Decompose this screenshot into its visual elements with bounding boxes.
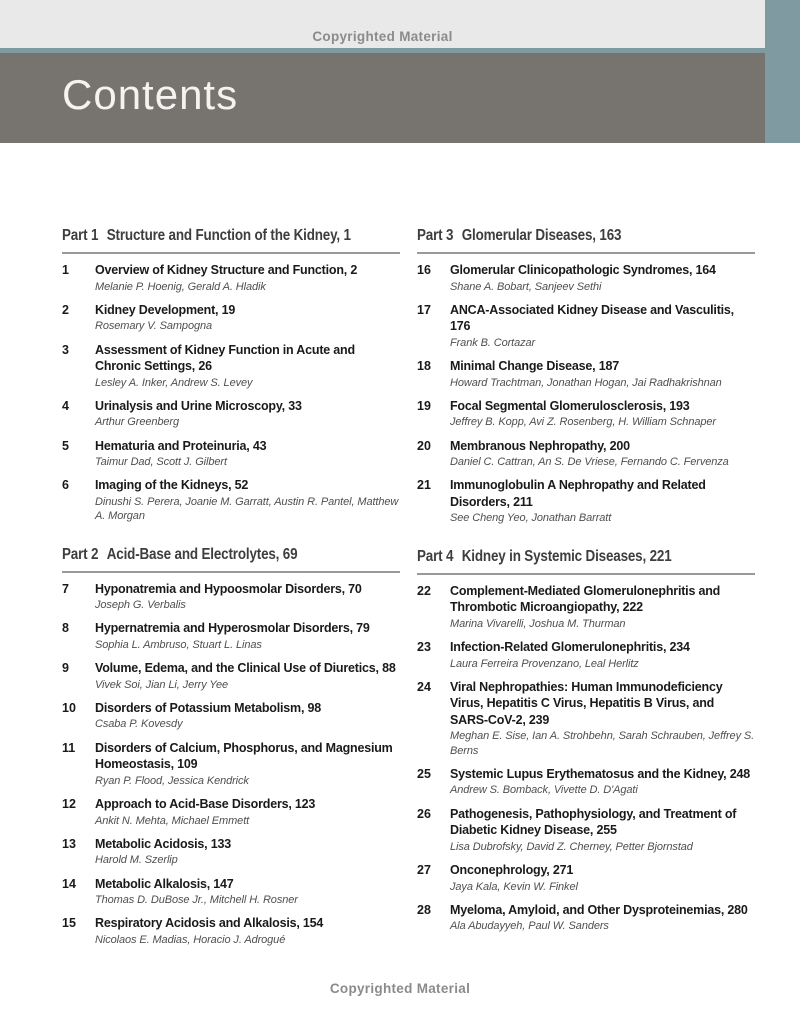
chapter-authors: Daniel C. Cattran, An S. De Vriese, Fernando C. Fervenza bbox=[450, 456, 729, 469]
part-title: Glomerular Diseases, 163 bbox=[461, 227, 622, 244]
chapter-number: 25 bbox=[417, 766, 431, 781]
chapter-title: Systemic Lupus Erythematosus and the Kidney, 248 bbox=[450, 766, 750, 781]
chapter-title: Focal Segmental Glomerulosclerosis, 193 bbox=[450, 398, 690, 413]
chapter-title: Respiratory Acidosis and Alkalosis, 154 bbox=[95, 916, 324, 931]
chapter-title: Assessment of Kidney Function in Acute and Chronic Settings, 26 bbox=[95, 342, 355, 374]
toc-entry bbox=[62, 915, 400, 947]
chapter-authors: Nicolaos E. Madias, Horacio J. Adrogué bbox=[95, 933, 286, 946]
toc-entry bbox=[62, 660, 400, 692]
chapter-authors: Howard Trachtman, Jonathan Hogan, Jai Radhakrishnan bbox=[450, 376, 722, 389]
chapter-number: 11 bbox=[62, 740, 76, 755]
chapter-authors: Harold M. Szerlip bbox=[95, 854, 178, 867]
chapter-title: ANCA-Associated Kidney Disease and Vasculitis, 176 bbox=[450, 302, 734, 334]
chapter-authors: Sophia L. Ambruso, Stuart L. Linas bbox=[95, 638, 262, 651]
chapter-authors: Andrew S. Bomback, Vivette D. D'Agati bbox=[450, 784, 638, 797]
chapter-number: 2 bbox=[62, 302, 69, 317]
toc-entry bbox=[417, 438, 755, 470]
chapter-list bbox=[62, 262, 400, 524]
toc-part bbox=[417, 219, 755, 526]
toc-entry bbox=[62, 836, 400, 868]
toc-entry bbox=[62, 581, 400, 613]
chapter-title: Glomerular Clinicopathologic Syndromes, 164 bbox=[450, 263, 716, 277]
chapter-authors: Ala Abudayyeh, Paul W. Sanders bbox=[450, 920, 609, 933]
toc-entry bbox=[62, 262, 400, 294]
chapter-list bbox=[62, 581, 400, 948]
chapter-number: 21 bbox=[417, 478, 431, 493]
toc-entry bbox=[62, 438, 400, 470]
chapter-authors: Dinushi S. Perera, Joanie M. Garratt, Austin R. Pantel, Matthew A. Morgan bbox=[95, 495, 399, 523]
toc-entry bbox=[62, 398, 400, 430]
toc-entry bbox=[417, 806, 755, 854]
chapter-authors: Shane A. Bobart, Sanjeev Sethi bbox=[450, 280, 602, 293]
chapter-authors: Arthur Greenberg bbox=[95, 416, 179, 429]
chapter-authors: Marina Vivarelli, Joshua M. Thurman bbox=[450, 617, 626, 630]
chapter-number: 16 bbox=[417, 263, 431, 277]
chapter-authors: Thomas D. DuBose Jr., Mitchell H. Rosner bbox=[95, 894, 298, 907]
chapter-authors: Ryan P. Flood, Jessica Kendrick bbox=[95, 774, 249, 787]
part-heading bbox=[417, 540, 755, 575]
copyright-notice-top: Copyrighted Material bbox=[312, 29, 453, 44]
chapter-number: 4 bbox=[62, 398, 69, 413]
chapter-authors: Vivek Soi, Jian Li, Jerry Yee bbox=[95, 678, 229, 691]
toc-entry bbox=[62, 342, 400, 390]
chapter-number: 12 bbox=[62, 797, 76, 812]
chapter-title: Hematuria and Proteinuria, 43 bbox=[95, 438, 267, 453]
part-title: Acid-Base and Electrolytes, 69 bbox=[106, 545, 298, 563]
chapter-title: Myeloma, Amyloid, and Other Dysproteinemias, 280 bbox=[450, 902, 748, 917]
chapter-title: Hyponatremia and Hypoosmolar Disorders, 70 bbox=[95, 581, 362, 596]
toc-entry bbox=[62, 302, 400, 334]
chapter-authors: Csaba P. Kovesdy bbox=[95, 718, 183, 731]
chapter-number: 28 bbox=[417, 902, 431, 917]
chapter-authors: Meghan E. Sise, Ian A. Strohbehn, Sarah Schrauben, Jeffrey S. Berns bbox=[450, 730, 755, 757]
toc-entry bbox=[417, 302, 755, 350]
chapter-authors: Laura Ferreira Provenzano, Leal Herlitz bbox=[450, 657, 639, 670]
chapter-title: Onconephrology, 271 bbox=[450, 863, 574, 878]
chapter-authors: See Cheng Yeo, Jonathan Barratt bbox=[450, 512, 612, 525]
chapter-title: Infection-Related Glomerulonephritis, 234 bbox=[450, 640, 690, 655]
chapter-authors: Lisa Dubrofsky, David Z. Cherney, Petter Bjornstad bbox=[450, 840, 693, 853]
top-copyright-band bbox=[0, 0, 765, 48]
chapter-title: Kidney Development, 19 bbox=[95, 302, 236, 317]
chapter-title: Viral Nephropathies: Human Immunodeficiency Virus, Hepatitis C Virus, Hepatitis B Virus, and SARS-CoV-2, 239 bbox=[450, 679, 723, 727]
chapter-number: 14 bbox=[62, 876, 76, 891]
part-heading bbox=[62, 538, 400, 573]
toc-entry bbox=[417, 902, 755, 934]
chapter-number: 10 bbox=[62, 700, 76, 715]
chapter-authors: Frank B. Cortazar bbox=[450, 336, 536, 349]
contents-header-bar bbox=[0, 53, 765, 143]
toc-entry bbox=[417, 358, 755, 390]
chapter-number: 7 bbox=[62, 581, 69, 596]
toc-part bbox=[62, 219, 400, 524]
chapter-number: 20 bbox=[417, 438, 431, 453]
chapter-authors: Jeffrey B. Kopp, Avi Z. Rosenberg, H. William Schnaper bbox=[450, 416, 716, 429]
chapter-title: Metabolic Alkalosis, 147 bbox=[95, 876, 234, 891]
chapter-title: Minimal Change Disease, 187 bbox=[450, 359, 619, 374]
part-heading bbox=[417, 219, 755, 254]
toc-column-left bbox=[62, 219, 400, 947]
chapter-title: Membranous Nephropathy, 200 bbox=[450, 438, 630, 453]
chapter-authors: Joseph G. Verbalis bbox=[95, 599, 186, 612]
chapter-number: 18 bbox=[417, 359, 431, 374]
chapter-number: 8 bbox=[62, 621, 69, 636]
chapter-list bbox=[417, 262, 755, 526]
toc-entry bbox=[62, 620, 400, 652]
chapter-title: Imaging of the Kidneys, 52 bbox=[95, 478, 249, 493]
toc-entry bbox=[62, 477, 400, 523]
part-label: Part 2 bbox=[62, 545, 99, 563]
toc-entry bbox=[417, 583, 755, 631]
toc-entry bbox=[417, 262, 755, 294]
copyright-notice-bottom: Copyrighted Material bbox=[329, 981, 471, 996]
chapter-title: Pathogenesis, Pathophysiology, and Treatment of Diabetic Kidney Disease, 255 bbox=[450, 806, 737, 838]
chapter-number: 13 bbox=[62, 836, 76, 851]
part-title: Kidney in Systemic Diseases, 221 bbox=[461, 547, 672, 565]
part-label: Part 1 bbox=[62, 227, 99, 244]
chapter-title: Metabolic Acidosis, 133 bbox=[95, 836, 231, 851]
chapter-number: 6 bbox=[62, 478, 69, 493]
chapter-number: 17 bbox=[417, 302, 431, 317]
toc-entry bbox=[417, 679, 755, 758]
chapter-number: 19 bbox=[417, 398, 431, 413]
chapter-number: 3 bbox=[62, 342, 69, 357]
chapter-title: Volume, Edema, and the Clinical Use of Diuretics, 88 bbox=[95, 661, 396, 676]
chapter-authors: Rosemary V. Sampogna bbox=[95, 320, 213, 333]
chapter-number: 24 bbox=[417, 679, 431, 694]
chapter-authors: Lesley A. Inker, Andrew S. Levey bbox=[95, 376, 253, 389]
toc-entry bbox=[62, 876, 400, 908]
toc-entry bbox=[417, 639, 755, 671]
chapter-number: 1 bbox=[62, 263, 69, 277]
part-label: Part 4 bbox=[417, 547, 454, 565]
chapter-authors: Taimur Dad, Scott J. Gilbert bbox=[95, 456, 227, 469]
teal-corner-strip bbox=[765, 0, 800, 143]
toc-entry bbox=[62, 700, 400, 732]
toc-entry bbox=[62, 796, 400, 828]
chapter-number: 22 bbox=[417, 583, 431, 598]
part-heading bbox=[62, 219, 400, 254]
chapter-authors: Melanie P. Hoenig, Gerald A. Hladik bbox=[95, 280, 266, 293]
chapter-title: Hypernatremia and Hyperosmolar Disorders, 79 bbox=[95, 621, 370, 636]
toc-entry bbox=[417, 766, 755, 798]
chapter-authors: Jaya Kala, Kevin W. Finkel bbox=[450, 880, 578, 893]
toc-entry bbox=[417, 398, 755, 430]
chapter-title: Disorders of Potassium Metabolism, 98 bbox=[95, 700, 321, 715]
chapter-authors: Ankit N. Mehta, Michael Emmett bbox=[95, 814, 250, 827]
toc-part bbox=[62, 538, 400, 948]
toc-part bbox=[417, 540, 755, 934]
chapter-title: Immunoglobulin A Nephropathy and Related Disorders, 211 bbox=[450, 478, 706, 509]
toc-entry bbox=[62, 740, 400, 788]
page-title: Contents bbox=[62, 71, 239, 118]
chapter-number: 26 bbox=[417, 806, 431, 821]
chapter-title: Disorders of Calcium, Phosphorus, and Magnesium Homeostasis, 109 bbox=[95, 740, 393, 772]
toc-entry bbox=[417, 862, 755, 894]
chapter-title: Complement-Mediated Glomerulonephritis and Thrombotic Microangiopathy, 222 bbox=[450, 583, 721, 615]
chapter-number: 15 bbox=[62, 916, 76, 931]
table-of-contents bbox=[62, 219, 755, 947]
chapter-list bbox=[417, 583, 755, 934]
toc-column-right bbox=[417, 219, 755, 947]
chapter-title: Overview of Kidney Structure and Function, 2 bbox=[95, 263, 358, 277]
chapter-number: 9 bbox=[62, 661, 69, 676]
chapter-number: 23 bbox=[417, 640, 431, 655]
toc-entry bbox=[417, 477, 755, 525]
chapter-number: 5 bbox=[62, 438, 69, 453]
chapter-title: Approach to Acid-Base Disorders, 123 bbox=[95, 797, 316, 812]
chapter-number: 27 bbox=[417, 863, 431, 878]
part-label: Part 3 bbox=[417, 227, 454, 244]
bottom-copyright-band bbox=[0, 980, 800, 998]
part-title: Structure and Function of the Kidney, 1 bbox=[106, 227, 351, 244]
chapter-title: Urinalysis and Urine Microscopy, 33 bbox=[95, 398, 302, 413]
